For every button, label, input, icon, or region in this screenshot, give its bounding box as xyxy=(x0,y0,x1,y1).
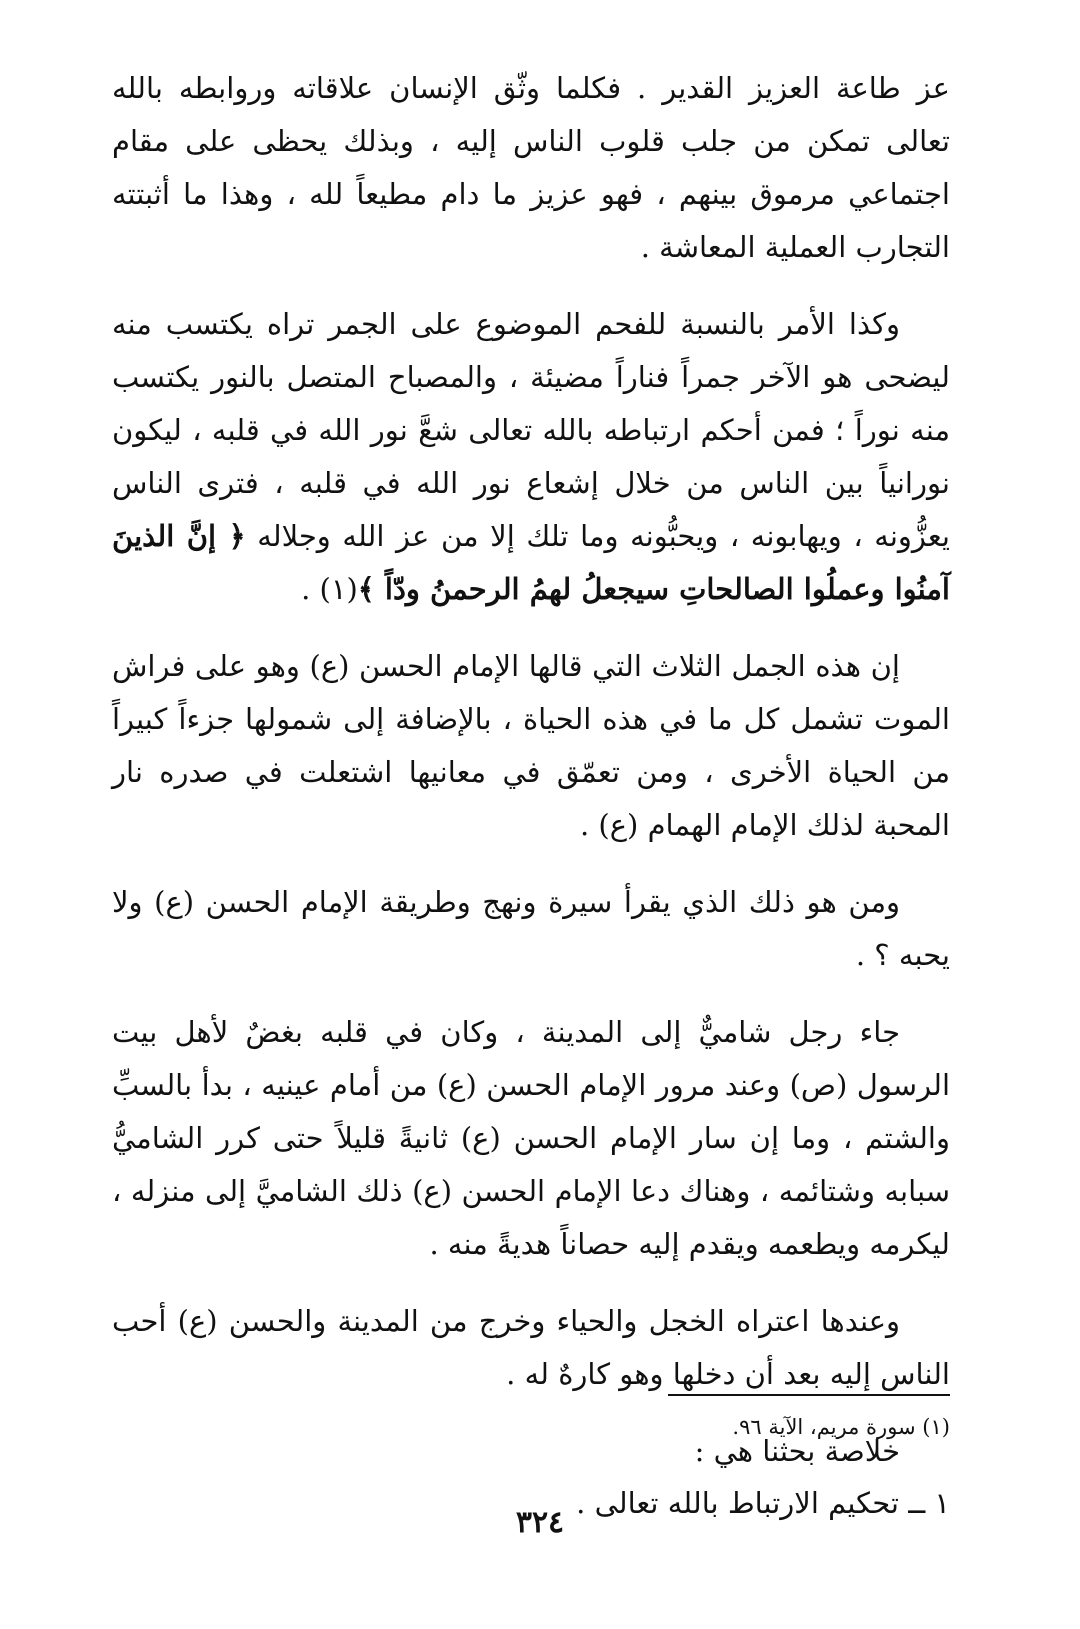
footnote-reference: (١) . xyxy=(301,572,358,606)
paragraph-2 xyxy=(112,298,950,616)
paragraph-5: جاء رجل شاميٌّ إلى المدينة ، وكان في قلبه بغضٌ لأهل بيت الرسول (ص) وعند مرور الإمام الحسن (ع) من أمام عينيه ، بدأ بالسبِّ والشتم ، وما إن سار الإمام الحسن (ع) ثانيةً قليلاً حتى كرر الشاميُّ سبابه وشتائمه ، وهناك دعا الإمام الحسن (ع) ذلك الشاميَّ إلى منزله ، ليكرمه ويطعمه ويقدم إليه حصاناً هديةً منه . xyxy=(112,1015,950,1261)
page-number: ٣٢٤ xyxy=(515,1505,565,1540)
summary-title: خلاصة بحثنا هي : xyxy=(694,1434,900,1468)
paragraph-6: وعندها اعتراه الخجل والحياء وخرج من المدينة والحسن (ع) أحب الناس إليه بعد أن دخلها وهو كارهٌ له . xyxy=(112,1304,950,1391)
footnote: (١) سورة مريم، الآية ٩٦. xyxy=(732,1415,950,1439)
paragraph-4: ومن هو ذلك الذي يقرأ سيرة ونهج وطريقة الإمام الحسن (ع) ولا يحبه ؟ . xyxy=(112,885,950,972)
page-body xyxy=(112,62,950,1529)
paragraph-2-text: وكذا الأمر بالنسبة للفحم الموضوع على الجمر تراه يكتسب منه ليضحى هو الآخر جمراً فناراً مضيئة ، والمصباح المتصل بالنور يكتسب منه نوراً ؛ فمن أحكم ارتباطه بالله تعالى شعَّ نور الله في قلبه ، ليكون نورانياً بين الناس من خلال إشعاع نور الله في قلبه ، فترى الناس يعزُّونه ، ويهابونه ، ويحبُّونه وما تلك إلا من عز الله وجلاله xyxy=(112,307,950,553)
quran-verse: ﴿ إنَّ الذينَ آمنُوا وعملُوا الصالحاتِ سيجعلُ لهمُ الرحمنُ ودّاً ﴾ xyxy=(112,519,950,606)
paragraph-3: إن هذه الجمل الثلاث التي قالها الإمام الحسن (ع) وهو على فراش الموت تشمل كل ما في هذه الحياة ، بالإضافة إلى شمولها جزءاً كبيراً من الحياة الأخرى ، ومن تعمّق في معانيها اشتعلت في صدره نار المحبة لذلك الإمام الهمام (ع) . xyxy=(112,649,950,842)
footnote-divider xyxy=(668,1394,950,1396)
paragraph-1: عز طاعة العزيز القدير . فكلما وثّق الإنسان علاقاته وروابطه بالله تعالى تمكن من جلب قلوب الناس إليه ، وبذلك يحظى على مقام اجتماعي مرموق بينهم ، فهو عزيز ما دام مطيعاً لله ، وهذا ما أثبتته التجارب العملية المعاشة . xyxy=(112,71,950,264)
summary-item-1: ١ ــ تحكيم الارتباط بالله تعالى . xyxy=(576,1486,950,1520)
